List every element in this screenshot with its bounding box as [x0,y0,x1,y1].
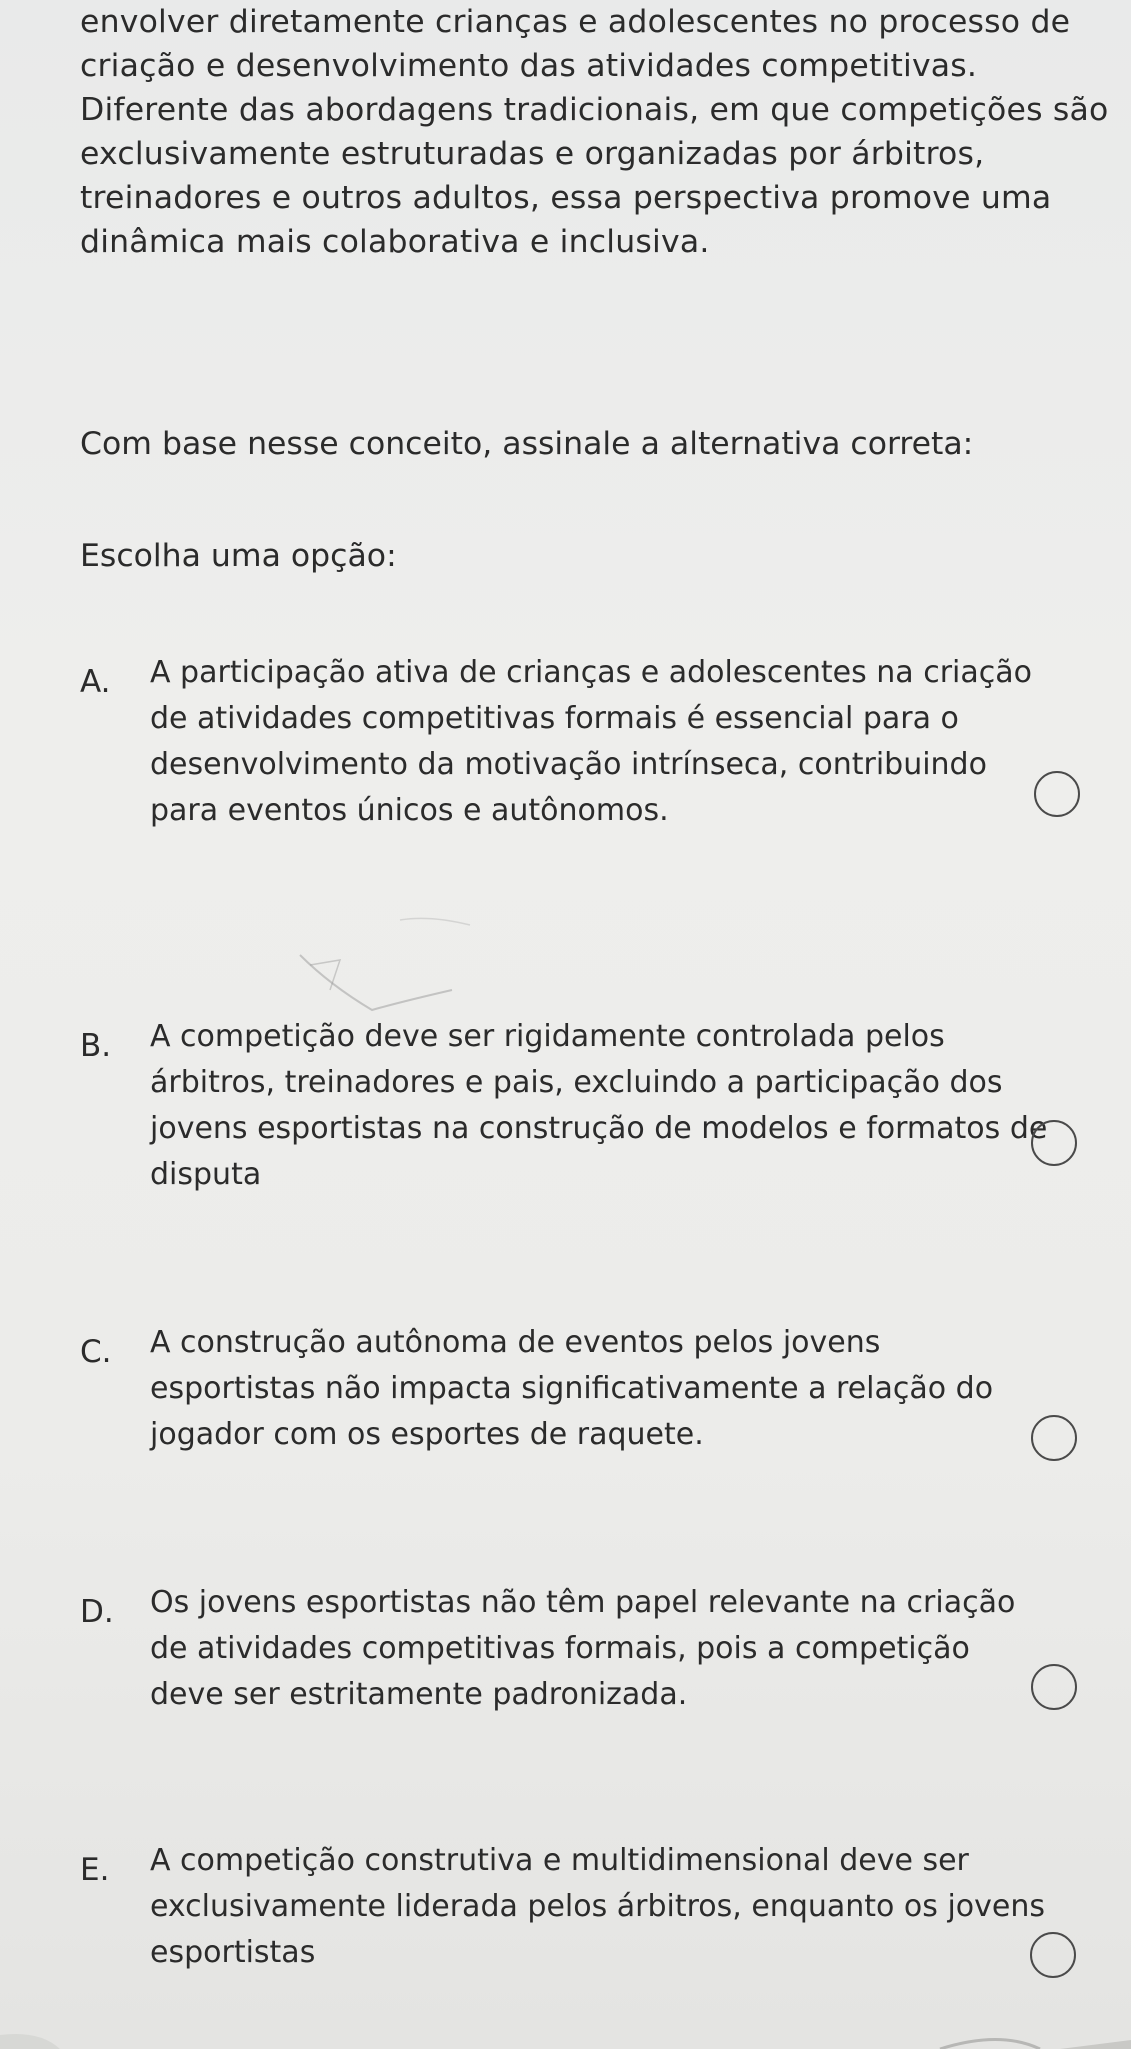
option-c[interactable] [80,1320,1120,1530]
choose-option-label: Escolha uma opção: [80,538,397,574]
question-prompt: Com base nesse conceito, assinale a alternativa correta: [80,426,974,462]
option-d[interactable] [80,1580,1120,1790]
option-letter: C. [80,1334,112,1370]
radio-button-d[interactable] [1031,1664,1077,1710]
radio-button-b[interactable] [1031,1120,1077,1166]
option-text: A participação ativa de crianças e adolescentes na criação de atividades competitivas formais é essencial para o desenvolvimento da motivação intrínseca, contribuindo para eventos únicos e autônomos. [150,655,1032,828]
option-text: A construção autônoma de eventos pelos jovens esportistas não impacta significativamente a relação do jogador com os esportes de raquete. [150,1325,994,1452]
option-text: Os jovens esportistas não têm papel relevante na criação de atividades competitivas formais, pois a competição deve ser estritamente padronizada. [150,1585,1016,1712]
option-a[interactable] [80,650,1120,940]
intro-paragraph: envolver diretamente crianças e adolescentes no processo de criação e desenvolvimento das atividades competitivas. Diferente das abordagens tradicionais, em que competições são exclusivamente estruturadas e organizadas por árbitros, treinadores e outros adultos, essa perspectiva promove uma dinâmica mais colaborativa e inclusiva. [80,4,1109,260]
option-letter: B. [80,1028,112,1064]
radio-button-e[interactable] [1030,1932,1076,1978]
option-e[interactable] [80,1838,1120,2038]
option-text: A competição construtiva e multidimensional deve ser exclusivamente liderada pelos árbitros, enquanto os jovens esportistas [150,1843,1045,1970]
option-letter: E. [80,1852,110,1888]
radio-button-a[interactable] [1034,771,1080,817]
option-b[interactable] [80,1014,1120,1264]
option-text: A competição deve ser rigidamente controlada pelos árbitros, treinadores e pais, excluindo a participação dos jovens esportistas na construção de modelos e formatos de disputa [150,1019,1048,1192]
question-intro-text [80,0,1110,264]
option-letter: A. [80,664,111,700]
radio-button-c[interactable] [1031,1415,1077,1461]
option-letter: D. [80,1594,114,1630]
